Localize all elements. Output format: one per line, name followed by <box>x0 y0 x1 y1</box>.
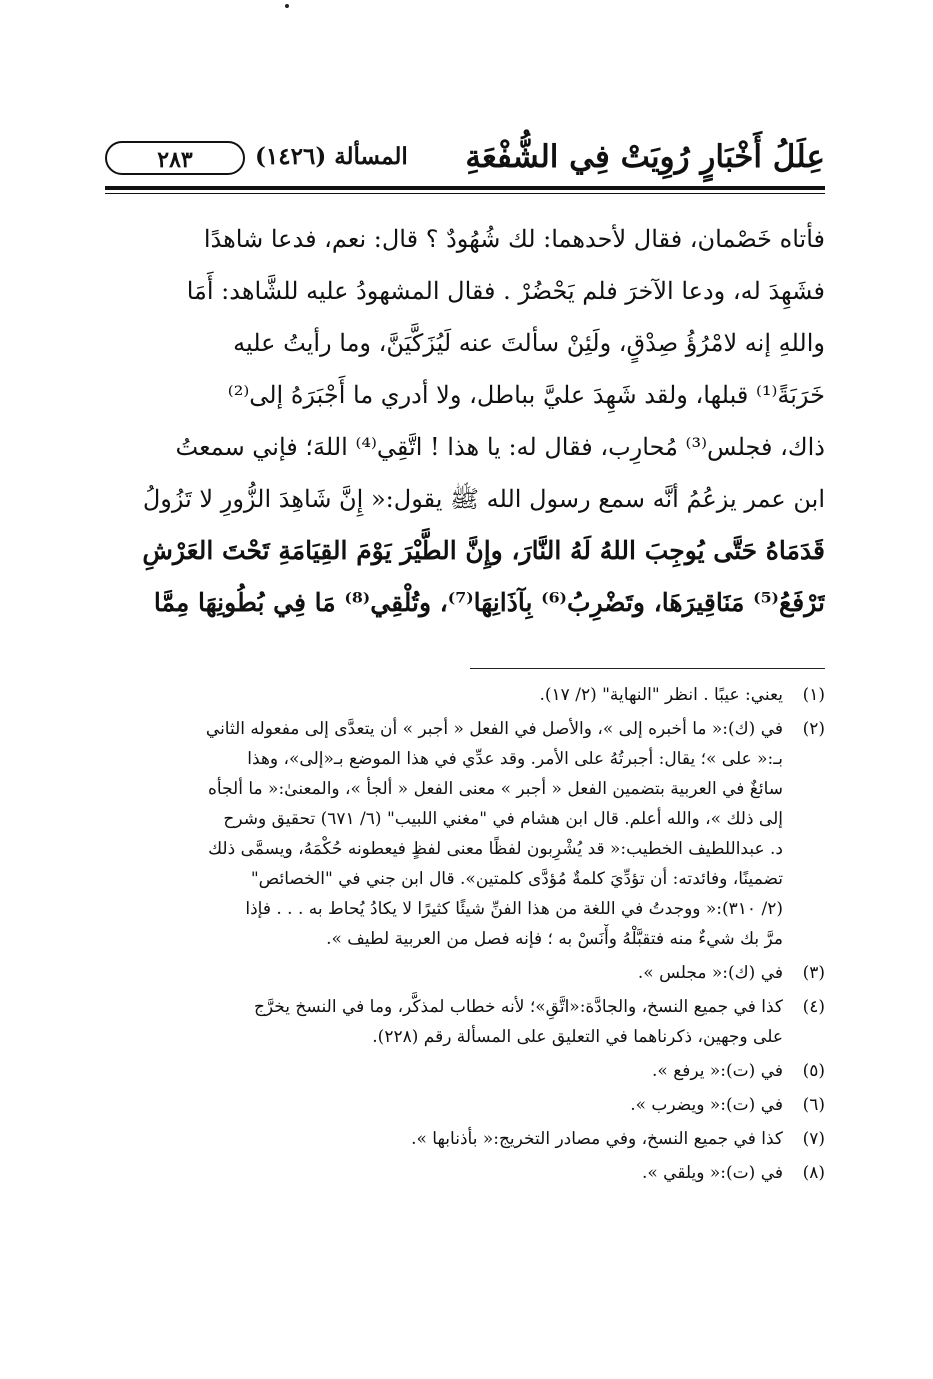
footnote-line: د. عبداللطيف الخطيب:« قد يُشْرِبون لفظًا معنى لفظٍ فيعطونه حُكْمَهُ، ويسمَّى ذلك <box>208 839 783 859</box>
body-line: واللهِ إنه لامْرُؤُ صِدْقٍ، ولَئِنْ سألتَ عنه لَيُزَكَّيَنَّ، وما رأيتُ عليه <box>233 329 825 357</box>
main-text <box>105 213 825 629</box>
running-header <box>105 135 825 185</box>
footnote-number: (٢) <box>802 719 825 739</box>
footnote-line: في (ك):« مجلس ». <box>637 963 783 983</box>
footnote-number: (٣) <box>802 963 825 983</box>
footnote-number: (٨) <box>802 1163 825 1183</box>
header-rule-thin <box>105 193 825 194</box>
footnote <box>105 680 825 710</box>
footnote-line: كذا في جميع النسخ، والجادَّة:«اتَّقِ»؛ لأنه خطاب لمذكَّر، وما في النسخ يخرَّج <box>253 997 783 1017</box>
page-number: ٢٨٣ <box>105 141 245 175</box>
footnote-number: (١) <box>802 685 825 705</box>
footnote-line: في (ت):« يرفع ». <box>652 1061 783 1081</box>
footnote-line: بـ:« على »؛ يقال: أجبرتُهُ على الأمر. وقد عدِّي في هذا الموضع بـ«إلى»، وهذا <box>247 749 783 769</box>
footnote-line: يعني: عيبًا . انظر "النهاية" (٢/ ١٧). <box>539 685 783 705</box>
footnote-number: (٧) <box>802 1129 825 1149</box>
footnote <box>105 1158 825 1188</box>
body-line: فشَهِدَ له، ودعا الآخرَ فلم يَحْضُرْ . فقال المشهودُ عليه للشَّاهد: أَمَا <box>186 277 825 305</box>
footnote-line: في (ك):« ما أخبره إلى »، والأصل في الفعل « أجبر » أن يتعدَّى إلى مفعوله الثاني <box>205 719 783 739</box>
footnote <box>105 714 825 954</box>
footnote <box>105 958 825 988</box>
stray-dot <box>285 4 289 8</box>
footnote-separator <box>470 668 825 669</box>
footnote-line: على وجهين، ذكرناهما في التعليق على المسألة رقم (٢٢٨). <box>372 1027 783 1047</box>
footnote-line: كذا في جميع النسخ، وفي مصادر التخريج:« بأذنابها ». <box>411 1129 783 1149</box>
body-line: خَرَبَةً⁽¹⁾ قبلها، ولقد شَهِدَ عليَّ بباطل، ولا أدري ما أَجْبَرَهُ إلى⁽²⁾ <box>227 381 825 409</box>
body-line: فأتاه خَصْمان، فقال لأحدهما: لك شُهُودٌ ؟ قال: نعم، فدعا شاهدًا <box>203 225 825 253</box>
body-line: ابن عمر يزعُمُ أنَّه سمع رسول الله ﷺ يقول:« إِنَّ شَاهِدَ الزُّورِ لا تَزُولُ <box>142 485 825 513</box>
footnote <box>105 1090 825 1120</box>
footnote-number: (٥) <box>802 1061 825 1081</box>
body-line: ذاك، فجلس⁽³⁾ مُحارِب، فقال له: يا هذا ! اتَّقِي⁽⁴⁾ اللهَ؛ فإني سمعتُ <box>175 433 825 461</box>
footnote-line: في (ت):« ويلقي ». <box>641 1163 783 1183</box>
footnote-line: (٢/ ٣١٠):« ووجدتُ في اللغة من هذا الفنِّ شيئًا كثيرًا لا يكادُ يُحاط به . . . فإذا <box>245 899 783 919</box>
book-title: عِلَلُ أَخْبَارٍ رُوِيَتْ فِي الشُّفْعَةِ <box>465 139 825 175</box>
footnote-line: إلى ذلك »، والله أعلم. قال ابن هشام في "مغني اللبيب" (٦/ ٦٧١) تحقيق وشرح <box>223 809 783 829</box>
footnote-number: (٤) <box>802 997 825 1017</box>
footnote-number: (٦) <box>802 1095 825 1115</box>
footnote <box>105 1056 825 1086</box>
issue-number: المسألة (١٤٢٦) <box>255 143 408 170</box>
hadith-line: تَرْفَعُ⁽⁵⁾ مَنَاقِيرَهَا، وتَضْرِبُ⁽⁶⁾ بِآذَانِهَا⁽⁷⁾، وتُلْقِي⁽⁸⁾ مَا فِي بُطُونِهَا مِمَّا <box>153 588 825 617</box>
footnotes <box>105 680 825 1192</box>
hadith-line: قَدَمَاهُ حَتَّى يُوجِبَ اللهُ لَهُ النَّارَ، وإِنَّ الطَّيْرَ يَوْمَ القِيَامَةِ تَحْتَ العَرْشِ <box>142 536 825 565</box>
footnote-line: سائغٌ في العربية بتضمين الفعل « أجبر » معنى الفعل « ألجأ »، والمعنىٰ:« ما ألجأه <box>208 779 783 799</box>
footnote-line: في (ت):« ويضرب ». <box>630 1095 783 1115</box>
footnote <box>105 1124 825 1154</box>
footnote-line: مرَّ بك شيءٌ منه فتقبَّلْهُ وأْنَسْ به ؛ فإنه فصل من العربية لطيف ». <box>326 929 783 949</box>
footnote <box>105 992 825 1052</box>
footnote-line: تضمينًا، وفائدته: أن تؤدِّيَ كلمةٌ مُؤدَّى كلمتين». قال ابن جني في "الخصائص" <box>250 869 783 889</box>
header-rule-thick <box>105 186 825 190</box>
